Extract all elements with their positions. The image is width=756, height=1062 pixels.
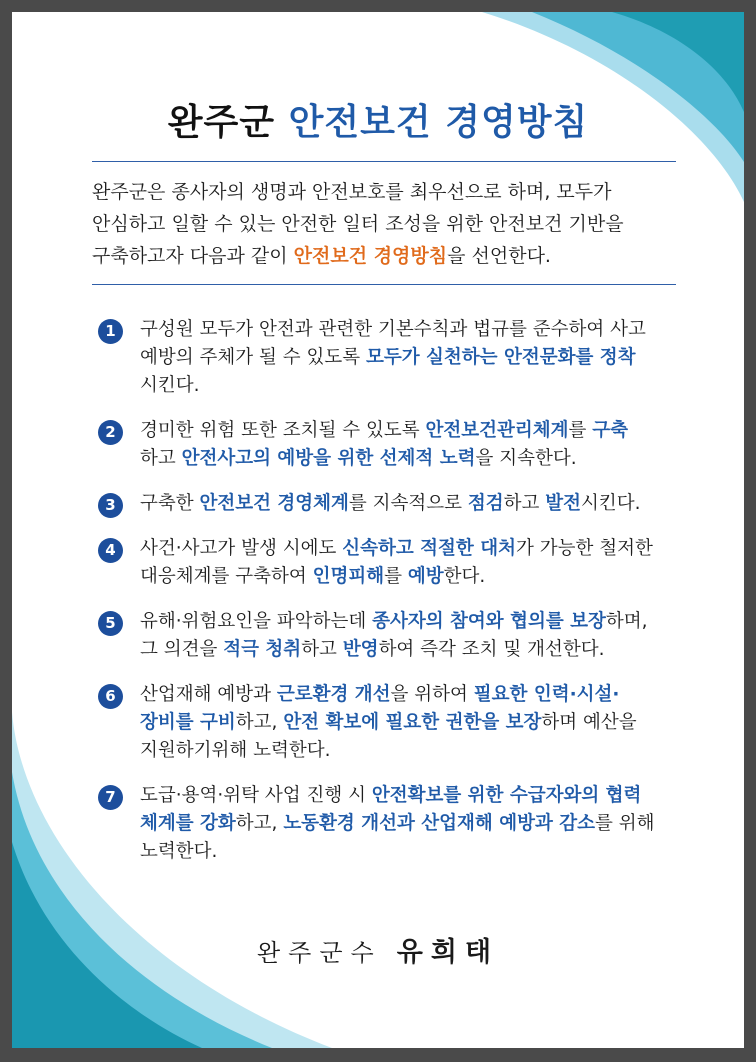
- policy-item-4: [98, 535, 698, 591]
- policy-span: 하고: [140, 448, 182, 469]
- policy-span: 그 의견을: [140, 639, 224, 660]
- policy-emphasis: 적극 청취: [223, 639, 302, 660]
- policy-text: [140, 417, 698, 473]
- policy-span: 하고: [503, 493, 546, 514]
- policy-item-3: [98, 490, 698, 518]
- intro-line: 완주군은 종사자의 생명과 안전보호를 최우선으로 하며, 모두가: [92, 181, 612, 203]
- policy-emphasis: 반영: [342, 639, 379, 660]
- policy-span: 를 위해: [595, 813, 655, 834]
- policy-line: [140, 535, 698, 563]
- policy-line: [140, 709, 698, 737]
- number-badge: 6: [98, 684, 123, 709]
- policy-line: 시킨다.: [140, 375, 200, 396]
- policy-span: 산업재해 예방과: [140, 684, 277, 705]
- policy-span: 시킨다.: [581, 493, 641, 514]
- policy-list: [98, 316, 698, 883]
- policy-span: 하여 즉각 조치 및 개선한다.: [378, 639, 605, 660]
- policy-emphasis: 안전보건 경영체계: [199, 493, 349, 514]
- policy-span: 유해·위험요인을 파악하는데: [140, 611, 373, 632]
- policy-text: [140, 608, 698, 664]
- policy-emphasis: 모두가 실천하는 안전문화를 정착: [366, 347, 636, 368]
- policy-line: 구성원 모두가 안전과 관련한 기본수칙과 법규를 준수하여 사고: [140, 319, 646, 340]
- policy-span: 를 지속적으로: [348, 493, 468, 514]
- policy-text: [140, 316, 698, 400]
- title-main: 안전보건 경영방침: [288, 102, 589, 143]
- signature-name: 유희태: [396, 937, 500, 968]
- policy-span: 예방의 주체가 될 수 있도록: [140, 347, 366, 368]
- policy-emphasis: 체계를 강화: [140, 813, 236, 834]
- policy-emphasis: 안전사고의 예방을 위한 선제적 노력: [181, 448, 476, 469]
- policy-line: [140, 344, 698, 372]
- policy-span: 가 가능한 철저한: [515, 538, 653, 559]
- policy-text: [140, 490, 698, 518]
- policy-emphasis: 안전보건관리체계: [425, 420, 569, 441]
- policy-span: 대응체계를 구축하여: [140, 566, 313, 587]
- policy-span: 을 위하여: [390, 684, 474, 705]
- signature: [12, 930, 744, 969]
- policy-emphasis: 인명피해: [312, 566, 385, 587]
- policy-span: 를: [568, 420, 593, 441]
- policy-emphasis: 종사자의 참여와 협의를 보장: [372, 611, 606, 632]
- policy-emphasis: 신속하고 적절한 대처: [342, 538, 516, 559]
- policy-span: 을 지속한다.: [475, 448, 577, 469]
- policy-line: 지원하기위해 노력한다.: [140, 740, 331, 761]
- policy-line: [140, 608, 698, 636]
- policy-line: [140, 490, 698, 518]
- policy-line: [140, 681, 698, 709]
- policy-emphasis: 안전확보를 위한 수급자와의 협력: [371, 785, 642, 806]
- policy-emphasis: 필요한 인력·시설·: [473, 684, 620, 705]
- intro-text: 구축하고자 다음과 같이: [92, 245, 294, 267]
- policy-line: [140, 417, 698, 445]
- number-badge: 4: [98, 538, 123, 563]
- policy-span: 하고: [301, 639, 343, 660]
- intro-text: 을 선언한다.: [447, 245, 551, 267]
- policy-line: [140, 445, 698, 473]
- policy-span: 하며,: [605, 611, 648, 632]
- number-badge: 5: [98, 611, 123, 636]
- policy-line: [140, 782, 698, 810]
- policy-item-2: [98, 417, 698, 473]
- intro-line: [92, 240, 692, 272]
- signature-role: 완주군수: [256, 939, 382, 967]
- page-title: [12, 94, 744, 145]
- policy-span: 한다.: [443, 566, 486, 587]
- policy-text: [140, 782, 698, 866]
- policy-span: 도급·용역·위탁 사업 진행 시: [140, 785, 372, 806]
- policy-poster: [12, 12, 744, 1048]
- policy-item-5: [98, 608, 698, 664]
- policy-emphasis: 노동환경 개선과 산업재해 예방과 감소: [283, 813, 596, 834]
- policy-emphasis: 안전 확보에 필요한 권한을 보장: [283, 712, 542, 733]
- policy-text: [140, 681, 698, 765]
- policy-span: 경미한 위험 또한 조치될 수 있도록: [140, 420, 426, 441]
- number-badge: 2: [98, 420, 123, 445]
- policy-text: [140, 535, 698, 591]
- policy-span: 사건·사고가 발생 시에도: [140, 538, 343, 559]
- policy-span: 하고,: [235, 813, 284, 834]
- divider-bottom: [92, 284, 676, 285]
- policy-emphasis: 장비를 구비: [140, 712, 236, 733]
- policy-emphasis: 구축: [592, 420, 628, 441]
- policy-emphasis: 발전: [545, 493, 582, 514]
- policy-emphasis: 예방: [407, 566, 444, 587]
- policy-line: [140, 810, 698, 838]
- policy-span: 를: [384, 566, 408, 587]
- policy-line: [140, 636, 698, 664]
- divider-top: [92, 161, 676, 162]
- policy-emphasis: 근로환경 개선: [276, 684, 391, 705]
- number-badge: 3: [98, 493, 123, 518]
- policy-line: [140, 563, 698, 591]
- policy-line: 노력한다.: [140, 841, 218, 862]
- number-badge: 7: [98, 785, 123, 810]
- policy-emphasis: 점검: [467, 493, 504, 514]
- number-badge: 1: [98, 319, 123, 344]
- policy-span: 하며 예산을: [541, 712, 637, 733]
- title-prefix: 완주군: [167, 102, 276, 143]
- policy-item-1: [98, 316, 698, 400]
- policy-item-6: [98, 681, 698, 765]
- intro-highlight: 안전보건 경영방침: [293, 245, 448, 267]
- policy-span: 구축한: [140, 493, 200, 514]
- policy-span: 하고,: [235, 712, 284, 733]
- intro-paragraph: [92, 176, 692, 272]
- intro-line: 안심하고 일할 수 있는 안전한 일터 조성을 위한 안전보건 기반을: [92, 213, 624, 235]
- policy-item-7: [98, 782, 698, 866]
